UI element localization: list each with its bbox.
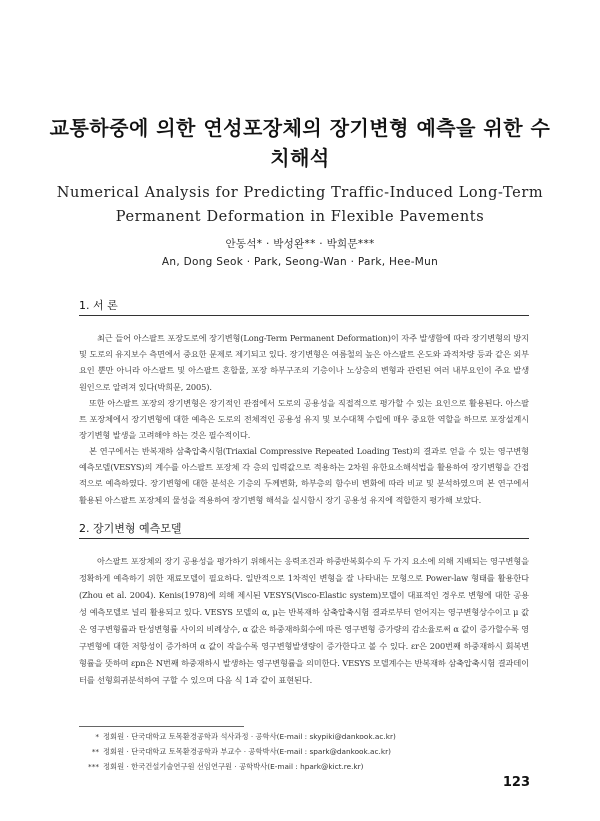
section-1-paragraph-2: 또한 아스팔트 포장의 장기변형은 장기적인 관점에서 도로의 공용성을 직접적으로 평가할 수 있는 요인으로 활용된다. 아스팔트 포장체에서 장기변형에 대한 예측은 도로의 전체적인 공용성 유지 및 보수대책 수립에 매우 중요한 역할을 하므로 포장설계시 장기변형 발생을 고려해야 하는 것은 필수적이다. <box>79 398 529 441</box>
section-1-paragraph-1: 최근 들어 아스팔트 포장도로에 장기변형(Long-Term Permanent Deformation)이 자주 발생함에 따라 장기변형의 방지 및 도로의 유지보수 측면에서 중요한 문제로 제기되고 있다. 장기변형은 여름철의 높은 아스팔트 온도와 과적차량 등과 같은 외부요인 뿐만 아니라 아스팔트 및 아스팔트 혼합물, 포장 하부구조의 기층이나 노상층의 변형과 관련된 여러 내부요인이 주요 발생 원인으로 알려져 있다(박희문, 2005). <box>79 333 529 392</box>
authors-korean: 안동석* · 박성완** · 박희문*** <box>225 238 375 250</box>
footnote-rule <box>79 726 244 727</box>
footnote-2-text: 정회원 · 단국대학교 토목환경공학과 부교수 · 공학박사(E-mail : spark@dankook.ac.kr) <box>103 747 391 756</box>
section-1-rule <box>79 315 529 316</box>
footnote-1-mark: * <box>95 732 99 741</box>
title-korean: 교통하중에 의한 연성포장체의 장기변형 예측을 위한 수치해석 <box>49 116 551 170</box>
footnote-1 <box>79 732 396 742</box>
section-1-paragraph-3: 본 연구에서는 반복재하 삼축압축시험(Triaxial Compressive Repeated Loading Test)의 결과로 얻을 수 있는 영구변형 예측모델(VESYS)의 계수를 아스팔트 포장체 각 층의 입력값으로 적용하는 2차원 유한요소해석법을 활용하여 장기변형을 간접적으로 예측하였다. 장기변형에 대한 분석은 기층의 두께변화, 하부층의 함수비 변화에 따라 비교 및 분석하였으며 본 연구에서 활용된 아스팔트 포장체의 물성을 적용하여 장기변형 해석을 실시함시 장기 공용성 유지에 적합한지 평가해 보았다. <box>79 446 529 505</box>
footnote-1-text: 정회원 · 단국대학교 토목환경공학과 석사과정 · 공학사(E-mail : skypiki@dankook.ac.kr) <box>103 732 396 741</box>
footnote-3 <box>79 762 364 772</box>
authors-english: An, Dong Seok · Park, Seong-Wan · Park, Hee-Mun <box>161 256 439 268</box>
footnote-3-text: 정회원 · 한국건설기술연구원 선임연구원 · 공학박사(E-mail : hpark@kict.re.kr) <box>103 762 364 771</box>
title-english: Numerical Analysis for Predicting Traffic-Induced Long-Term Permanent Deformation in Flexible Pavements <box>56 185 544 225</box>
section-2-heading: 2. 장기변형 예측모델 <box>79 522 182 535</box>
page-number: 123 <box>502 775 530 790</box>
footnote-3-mark: *** <box>88 762 99 771</box>
section-2-paragraph: 아스팔트 포장체의 장기 공용성을 평가하기 위해서는 응력조건과 하중반복회수의 두 가지 요소에 의해 지배되는 영구변형을 정확하게 예측하기 위한 재료모델이 필요하다. 일반적으로 1차적인 변형을 잘 나타내는 모형으로 Power-law 형태를 활용한다(Zhou et al. 2004). Kenis(1978)에 의해 제시된 VESYS(Visco-Elastic system)모델이 대표적인 경우로 변형에 대한 공용성 예측모델로 널리 활용되고 있다. VESYS 모델의 α, μ는 반복재하 삼축압축시험 결과로부터 얻어지는 영구변형상수이고 μ 값은 영구변형률과 탄성변형률 사이의 비례상수, α 값은 하중재하회수에 따른 영구변형 증가량의 감소율로써 α 값이 증가할수록 영구변형에 대한 저항성이 증가하며 α 값이 작을수록 영구변형발생량이 증가한다고 볼 수 있다. εr은 200번째 하중재하시 회복변형률을 뜻하며 εpn은 N번째 하중재하시 발생하는 영구변형률을 의미한다. VESYS 모델계수는 반복재하 삼축압축시험 결과데이터를 선형회귀분석하여 구할 수 있으며 다음 식 1과 같이 표현된다. <box>79 556 529 685</box>
section-1-heading: 1. 서 론 <box>79 299 118 312</box>
footnote-2 <box>79 747 391 757</box>
footnote-2-mark: ** <box>91 747 99 756</box>
section-2-rule <box>79 538 529 539</box>
